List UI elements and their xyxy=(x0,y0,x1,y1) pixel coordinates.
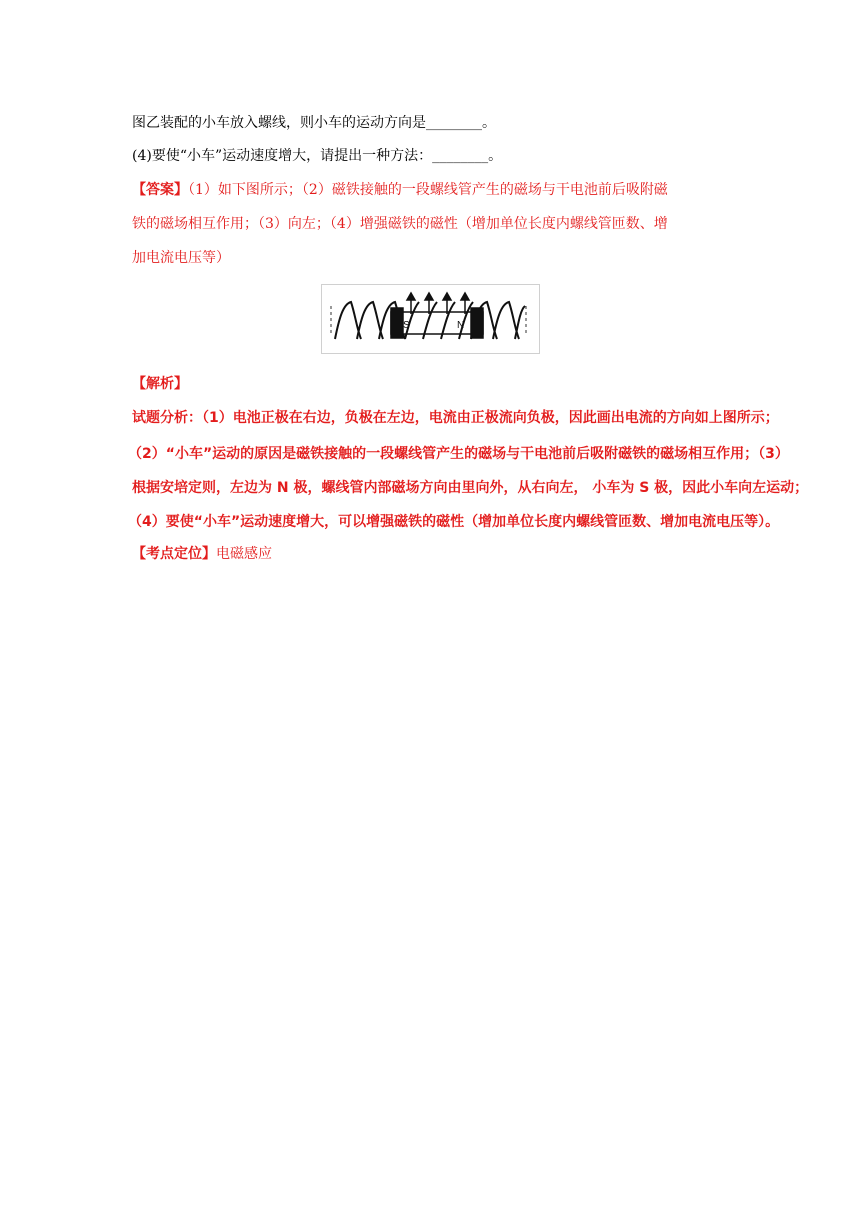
analysis-label: 【解析】 xyxy=(132,376,188,392)
analysis-line-2: （2）“小车”运动的原因是磁铁接触的一段螺线管产生的磁场与干电池前后吸附磁铁的磁场相互作用；（3） xyxy=(128,446,789,462)
answer-label: 【答案】 xyxy=(132,182,188,198)
kaodian-text: 电磁感应 xyxy=(216,546,272,562)
kaodian-label: 【考点定位】 xyxy=(132,546,216,562)
question-line-1: 图乙装配的小车放入螺线，则小车的运动方向是________。 xyxy=(132,115,496,131)
answer-line-2: 铁的磁场相互作用；（3）向左；（4）增强磁铁的磁性（增加单位长度内螺线管匝数、增 xyxy=(132,216,668,232)
answer-line-3: 加电流电压等） xyxy=(132,250,230,266)
solenoid-figure xyxy=(321,284,540,354)
pole-label-n: N xyxy=(457,320,465,331)
analysis-line-3: 根据安培定则，左边为 N 极，螺线管内部磁场方向由里向外，从右向左， 小车为 S 极，因此小车向左运动； xyxy=(132,480,809,496)
analysis-line-4: （4）要使“小车”运动速度增大，可以增强磁铁的磁性（增加单位长度内螺线管匝数、增加电流电压等）。 xyxy=(128,514,780,530)
answer-text-1: （1）如下图所示；（2）磁铁接触的一段螺线管产生的磁场与干电池前后吸附磁 xyxy=(188,182,668,198)
pole-label-s: S xyxy=(403,320,410,331)
answer-line-1 xyxy=(132,180,668,200)
kaodian-line xyxy=(132,544,272,564)
question-line-2: (4)要使“小车”运动速度增大，请提出一种方法：________。 xyxy=(132,148,503,164)
analysis-line-1: 试题分析：（1）电池正极在右边，负极在左边，电流由正极流向负极，因此画出电流的方向如上图所示； xyxy=(132,410,779,426)
